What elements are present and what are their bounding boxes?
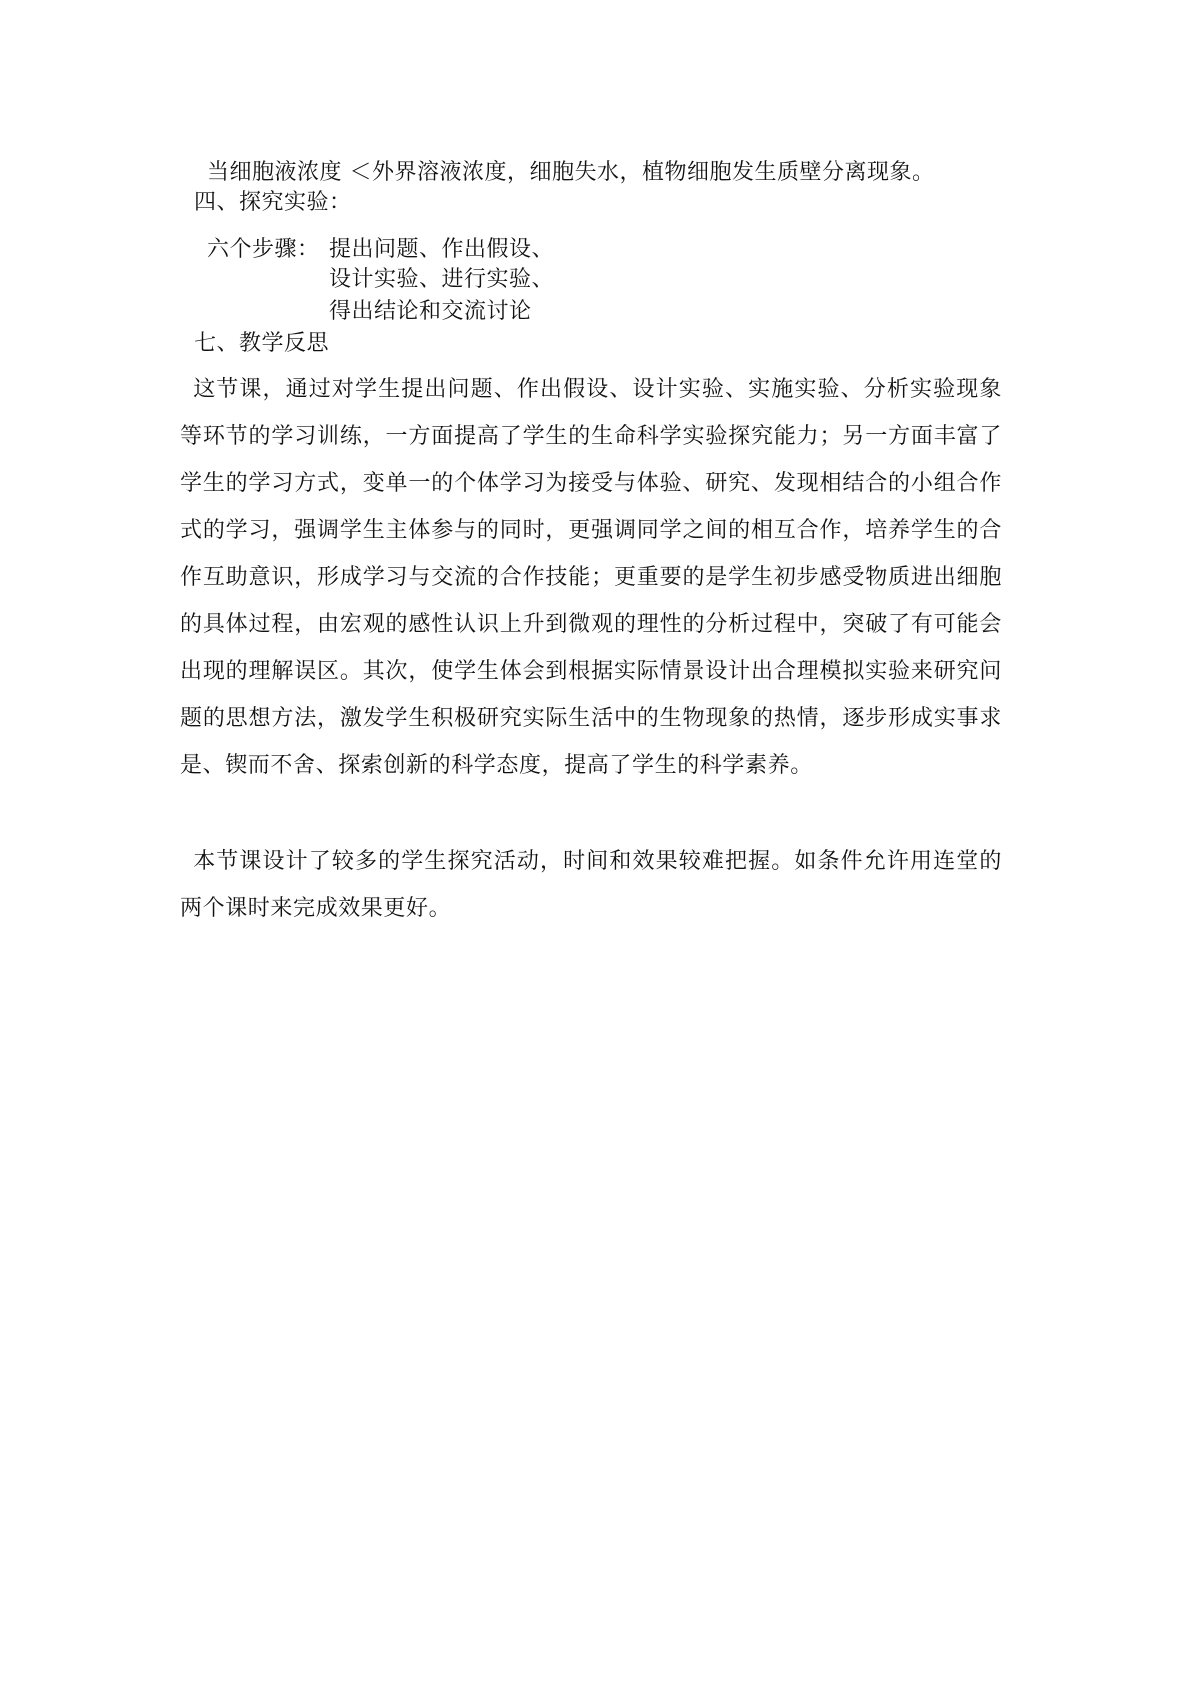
reflection-paragraph-2: 本节课设计了较多的学生探究活动，时间和效果较难把握。如条件允许用连堂的两个课时来完成效果更好。: [180, 849, 1002, 921]
steps-line-1: 提出问题、作出假设、: [329, 237, 555, 262]
steps-prefix: 六个步骤：: [207, 237, 320, 262]
steps-line-2: 设计实验、进行实验、: [329, 267, 555, 292]
osmosis-condition-line: 当细胞液浓度 ＜外界溶液浓度，细胞失水，植物细胞发生质壁分离现象。: [207, 160, 935, 185]
section-heading-experiment: 四、探究实验：: [194, 190, 352, 215]
reflection-paragraph-1: 这节课，通过对学生提出问题、作出假设、设计实验、实施实验、分析实验现象等环节的学习训练，一方面提高了学生的生命科学实验探究能力；另一方面丰富了学生的学习方式，变单一的个体学习为接受与体验、研究、发现相结合的小组合作式的学习，强调学生主体参与的同时，更强调同学之间的相互合作，培养学生的合作互助意识，形成学习与交流的合作技能；更重要的是学生初步感受物质进出细胞的具体过程，由宏观的感性认识上升到微观的理性的分析过程中，突破了有可能会出现的理解误区。其次，使学生体会到根据实际情景设计出合理模拟实验来研究问题的思想方法，激发学生积极研究实际生活中的生物现象的热情，逐步形成实事求是、锲而不舍、探索创新的科学态度，提高了学生的科学素养。: [180, 377, 1002, 778]
steps-line-3: 得出结论和交流讨论: [329, 299, 532, 324]
section-heading-reflection: 七、教学反思: [194, 331, 330, 356]
